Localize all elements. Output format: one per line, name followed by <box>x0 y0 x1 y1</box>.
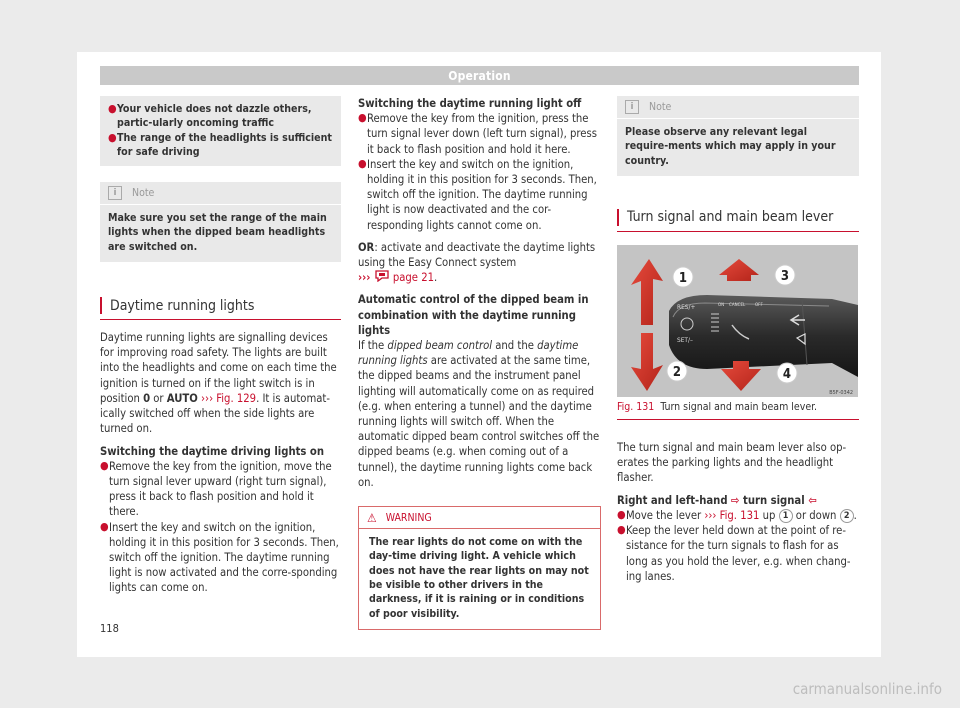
column-2 <box>358 96 601 630</box>
subheading: Switching the daytime driving lights on <box>100 444 325 458</box>
subheading <box>617 493 859 508</box>
bullet-icon: ● <box>108 102 117 115</box>
figure-number: Fig. 131 <box>617 400 655 413</box>
text-span: . It is automat-ically switched off when the side lights are turned on. <box>100 391 330 436</box>
section-title <box>617 209 859 232</box>
text-span: . <box>853 508 857 522</box>
list-item-text: Keep the lever held down at the point of re-sistance for the turn signals to flash for as long as you hold the lever, e.g. when chang-ing lanes. <box>626 524 851 583</box>
list-item-text: The range of the headlights is sufficient for safe driving <box>117 131 332 158</box>
text-span: If the <box>358 339 388 353</box>
warning-text: The rear lights do not come on with the day-time driving light. A vehicle which does not have the rear lights on may not be visible to other drivers in the darkness, if it is raining or in conditions of poor visibility. <box>369 536 589 620</box>
list-item <box>100 459 341 520</box>
header-title: Operation <box>448 68 511 83</box>
lever-off-label: OFF <box>755 302 763 308</box>
text-span: and the <box>492 339 538 353</box>
subheading: Automatic control of the dipped beam in combination with the daytime running lights <box>358 293 589 337</box>
note-title: Note <box>649 101 672 113</box>
list-item-text: Your vehicle does not dazzle others, partic-ularly oncoming traffic <box>117 103 312 130</box>
section-title-text: Turn signal and main beam lever <box>627 209 834 226</box>
list-item-text <box>626 508 857 524</box>
list-item <box>617 508 859 524</box>
list-item <box>108 131 333 160</box>
callout-1-label: 1 <box>678 270 688 286</box>
position-zero: 0 <box>143 391 151 405</box>
list-item <box>108 102 333 131</box>
warning-box <box>358 506 601 630</box>
intro-paragraph <box>100 330 341 436</box>
bullet-icon: ● <box>617 523 626 537</box>
page-header <box>100 66 859 85</box>
text-span: up <box>759 508 779 522</box>
text-span: . <box>434 271 438 285</box>
arrow-left-icon: ⇦ <box>808 493 817 507</box>
list-item-text: Insert the key and switch on the ignition, holding it in this position for 3 seconds. Then, switch off the ignition. The daytime running light is now deactivated and the cor-responding lights cannot come on. <box>367 157 597 232</box>
text-span: or down <box>792 508 840 522</box>
callout-2-label: 2 <box>672 364 682 380</box>
lever-cancel-label: CANCEL <box>729 302 746 308</box>
text-span: Daytime running lights are signalling devices for improving road safety. The lights are built into the headlights and come on each time the ignition is turned on if the light switch is in position <box>100 331 337 405</box>
figure-lever <box>617 245 858 397</box>
ref-arrows: ››› <box>358 271 371 285</box>
note-box <box>100 182 341 262</box>
list-item <box>617 523 859 584</box>
figure-link[interactable]: ››› Fig. 131 <box>704 508 760 522</box>
lever-set-label: SET/– <box>677 335 693 344</box>
list-item-text: Remove the key from the ignition, press the turn signal lever down (left turn signal), press it back to flash position and hold it here. <box>367 112 597 156</box>
lever-res-label: RES/+ <box>677 302 696 311</box>
warning-title: WARNING <box>385 511 432 524</box>
text-span: : activate and deactivate the daytime lights using the Easy Connect system <box>358 240 596 270</box>
callout-4-label: 4 <box>782 366 792 382</box>
watermark: carmanualsonline.info <box>792 680 942 698</box>
callout-3-label: 3 <box>780 268 790 284</box>
list-item <box>358 157 601 233</box>
note-text: Please observe any relevant legal require-ments which may apply in your country. <box>625 126 836 167</box>
or-paragraph <box>358 240 601 286</box>
list-item <box>100 520 341 596</box>
text-span: Move the lever <box>626 508 705 522</box>
info-icon: i <box>625 100 639 114</box>
note-header <box>617 96 859 119</box>
arrow-right-icon: ⇨ <box>731 493 740 507</box>
bullet-icon: ● <box>358 156 367 170</box>
or-label: OR <box>358 240 375 254</box>
text-span: dipped beam control <box>387 339 493 353</box>
text-span: or <box>150 391 167 405</box>
text-span: Right and left-hand <box>617 493 728 507</box>
note-title: Note <box>132 187 155 200</box>
note-text: Make sure you set the range of the main lights when the dipped beam headlights are switched on. <box>108 212 327 253</box>
list-item-text: Insert the key and switch on the ignition, holding it in this position for 3 seconds. Then, switch off the ignition. The daytime running light is now activated and the corre-sponding lights can come on. <box>109 520 339 595</box>
callout-ref-2: 2 <box>840 509 854 523</box>
callout-ref-1: 1 <box>779 509 793 523</box>
text-span: are activated at the same time, the dipped beams and the instrument panel lighting will automatically come on as required (e.g. when entering a tunnel) and the daytime running lights will switch off. When the automatic dipped beam control switches off the dipped beams (e.g. when coming out of a tunnel), the daytime running lights come back on. <box>358 354 600 489</box>
text-span: daytime running lights <box>358 339 579 368</box>
auto-paragraph <box>358 338 601 490</box>
intro-paragraph: The turn signal and main beam lever also op-erates the parking lights and the headlight flasher. <box>617 440 847 485</box>
list-item <box>358 111 601 157</box>
intro-box <box>100 96 341 166</box>
figure-link[interactable]: ››› Fig. 129 <box>201 391 257 405</box>
info-icon: i <box>108 186 122 200</box>
page-number: 118 <box>100 622 119 635</box>
list-item-text: Remove the key from the ignition, move the turn signal lever upward (right turn signal), press it back to flash position and hold it there. <box>109 459 332 519</box>
lever-illustration <box>617 245 858 397</box>
subheading: Switching the daytime running light off <box>358 97 582 110</box>
bullet-icon: ● <box>617 507 626 521</box>
warning-header <box>359 507 600 529</box>
section-title <box>100 297 341 320</box>
section-title-text: Daytime running lights <box>110 297 255 314</box>
section-marker <box>100 297 102 314</box>
bullet-icon: ● <box>100 458 109 472</box>
auto-icon: AUTO <box>166 391 198 405</box>
warning-icon: ⚠ <box>367 510 377 525</box>
note-header <box>100 182 341 205</box>
easy-connect-icon <box>374 270 390 282</box>
column-3 <box>617 96 859 584</box>
figure-code: B5F-0342 <box>829 389 853 396</box>
page-link[interactable]: page 21 <box>392 271 435 285</box>
figure-caption <box>617 397 859 420</box>
bullet-icon: ● <box>358 111 367 125</box>
column-1 <box>100 96 341 596</box>
lever-on-label: ON <box>718 302 725 308</box>
figure-caption-text: Turn signal and main beam lever. <box>660 400 818 413</box>
section-marker <box>617 209 619 226</box>
text-span: turn signal <box>743 493 805 507</box>
bullet-icon: ● <box>108 130 117 144</box>
note-box <box>617 96 859 176</box>
bullet-icon: ● <box>100 519 109 533</box>
